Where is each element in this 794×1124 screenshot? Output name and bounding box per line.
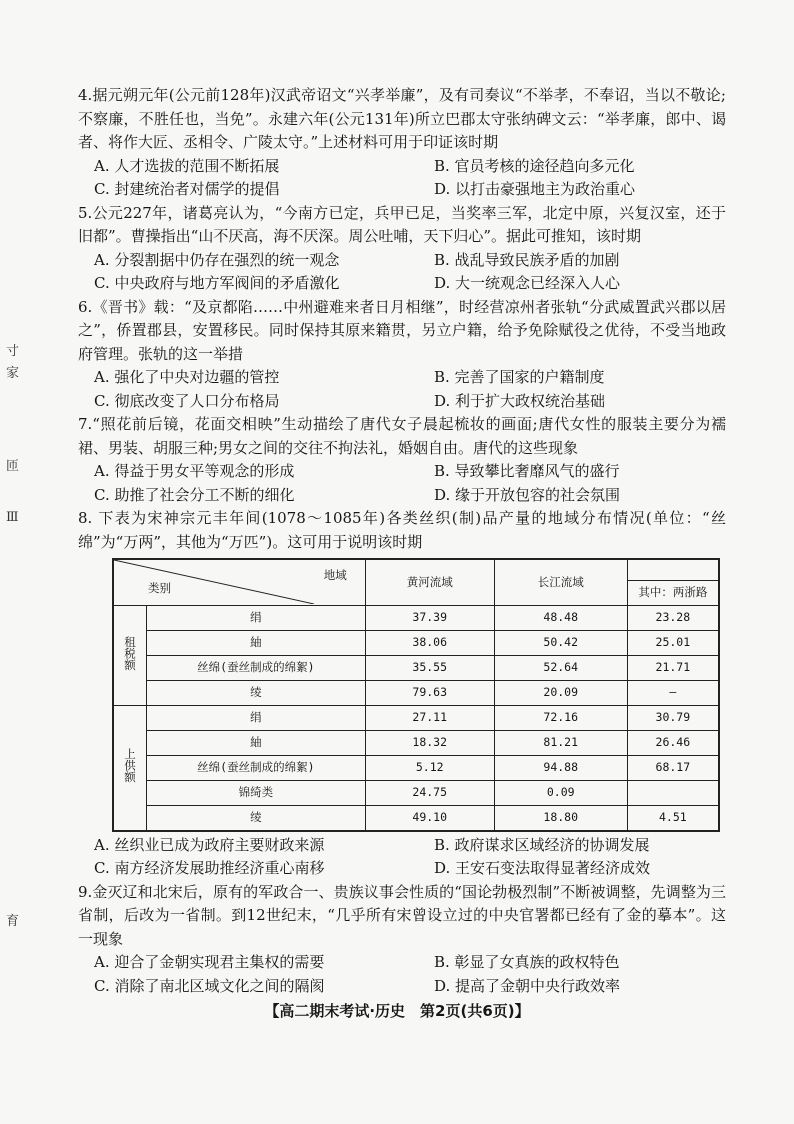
table-cell: [627, 780, 719, 805]
table-cell: 38.06: [365, 630, 494, 655]
option-b: B. 政府谋求区域经济的协调发展: [434, 835, 650, 854]
row-label: 绫: [147, 680, 366, 705]
page-footer: 【高二期末考试·历史 第2页(共6页)】: [264, 1002, 530, 1020]
table-row: [113, 805, 719, 831]
column-header-liangzhe: 其中：两浙路: [627, 581, 719, 606]
table-cell: 50.42: [494, 630, 627, 655]
question-stem: 4.据元朔元年(公元前128年)汉武帝诏文“兴孝举廉”，及有司奏议“不举孝，不奉诏，当以不敬论;不察廉，不胜任也，当免”。永建六年(公元131年)所立巴郡太守张纳碑文云：“举孝廉，郎中、谒者、将作大匠、丞相令、广陵太守。”上述材料可用于印证该时期: [78, 86, 726, 151]
option-a: A. 分裂割据中仍存在强烈的统一观念: [94, 250, 340, 269]
row-label: 锦绮类: [147, 780, 366, 805]
question-stem: 7.“照花前后镜，花面交相映”生动描绘了唐代女子晨起梳妆的画面;唐代女性的服装主要分为襦裙、男装、胡服三种;男女之间的交往不拘法礼，婚姻自由。唐代的这些现象: [78, 415, 726, 457]
table-cell: 23.28: [627, 605, 719, 630]
table-cell: 27.11: [365, 705, 494, 730]
header-area-label: 地域: [323, 568, 347, 582]
question-5: [78, 202, 726, 296]
option-c: C. 南方经济发展助推经济重心南移: [94, 859, 325, 877]
question-8: [78, 507, 726, 881]
option-b: B. 彰显了女真族的政权特色: [434, 953, 620, 971]
table-cell: 18.80: [494, 805, 627, 831]
margin-mark: 寸: [6, 344, 20, 359]
table-cell: 30.79: [627, 705, 719, 730]
option-d: D. 利于扩大政权统治基础: [434, 391, 606, 410]
table-row: [113, 630, 719, 655]
question-stem: 8. 下表为宋神宗元丰年间(1078～1085年)各类丝织(制)品产量的地域分布情况(单位：“丝绵”为“万两”，其他为“万匹”)。这可用于说明该时期: [78, 509, 726, 551]
row-label: 紬: [147, 730, 366, 755]
diagonal-line: [114, 560, 314, 604]
table-corner-header: [113, 559, 365, 605]
table-cell: 37.39: [365, 605, 494, 630]
option-d: D. 王安石变法取得显著经济成效: [434, 859, 651, 877]
table-cell: 20.09: [494, 680, 627, 705]
row-label: 绢: [147, 705, 366, 730]
question-stem: 6.《晋书》载：“及京都陷……中州避难来者日月相继”，时经营凉州者张轨“分武威置武兴郡以居之”，侨置郡县，安置移民。同时保持其原来籍贯，另立户籍，给予免除赋役之优待，不受当地政府管理。张轨的这一举措: [78, 297, 726, 363]
table-cell: 48.48: [494, 605, 627, 630]
table-row: [113, 705, 719, 730]
row-label: 丝绵(蚕丝制成的绵絮): [147, 655, 366, 680]
exam-page: [78, 84, 726, 998]
table-cell: 24.75: [365, 780, 494, 805]
question-7: [78, 413, 726, 507]
table-row: [113, 755, 719, 780]
option-a: A. 迎合了金朝实现君主集权的需要: [94, 953, 325, 971]
question-9: [78, 881, 726, 999]
option-c: C. 助推了社会分工不断的细化: [94, 485, 295, 504]
option-a: A. 强化了中央对边疆的管控: [94, 368, 280, 386]
table-cell: 4.51: [627, 805, 719, 831]
option-a: A. 人才选拔的范围不断拓展: [94, 156, 280, 175]
margin-mark: 匝: [6, 459, 20, 474]
option-a: A. 得益于男女平等观念的形成: [94, 462, 295, 480]
table-cell: 35.55: [365, 655, 494, 680]
row-label: 丝绵(蚕丝制成的绵絮): [147, 755, 366, 780]
table-cell: 68.17: [627, 755, 719, 780]
row-group-tribute: 上供额: [113, 705, 147, 831]
silk-production-table: [112, 558, 720, 832]
column-header-blank: [627, 559, 719, 581]
row-label: 绫: [147, 805, 366, 831]
option-b: B. 战乱导致民族矛盾的加剧: [434, 250, 620, 269]
row-label: 紬: [147, 630, 366, 655]
table-cell: 5.12: [365, 755, 494, 780]
margin-mark: Ⅲ: [6, 510, 19, 525]
table-cell: 0.09: [494, 780, 627, 805]
table-cell: 72.16: [494, 705, 627, 730]
option-c: C. 消除了南北区域文化之间的隔阂: [94, 976, 325, 995]
table-cell: 49.10: [365, 805, 494, 831]
option-c: C. 中央政府与地方军阀间的矛盾激化: [94, 274, 340, 292]
row-group-tax: 租税额: [113, 605, 147, 705]
option-d: D. 大一统观念已经深入人心: [434, 274, 621, 292]
option-c: C. 封建统治者对儒学的提倡: [94, 180, 280, 198]
table-cell: —: [627, 680, 719, 705]
table-cell: 52.64: [494, 655, 627, 680]
table-cell: 18.32: [365, 730, 494, 755]
table-cell: 21.71: [627, 655, 719, 680]
option-b: B. 完善了国家的户籍制度: [434, 368, 605, 386]
option-d: D. 以打击豪强地主为政治重心: [434, 180, 636, 198]
table-row: [113, 655, 719, 680]
table-row: [113, 680, 719, 705]
option-c: C. 彻底改变了人口分布格局: [94, 391, 280, 410]
question-stem: 5.公元227年，诸葛亮认为，“今南方已定，兵甲已足，当奖率三军，北定中原，兴复汉室，还于旧都”。曹操指出“山不厌高，海不厌深。周公吐哺，天下归心”。据此可推知，该时期: [78, 203, 726, 245]
option-d: D. 提高了金朝中央行政效率: [434, 976, 621, 995]
table-cell: 81.21: [494, 730, 627, 755]
table-row: [113, 730, 719, 755]
option-b: B. 导致攀比奢靡风气的盛行: [434, 462, 620, 480]
question-6: [78, 296, 726, 414]
question-stem: 9.金灭辽和北宋后，原有的军政合一、贵族议事会性质的“国论勃极烈制”不断被调整，先调整为三省制，后改为一省制。到12世纪末，“几乎所有宋曾设立过的中央官署都已经有了金的摹本”。这一现象: [78, 882, 726, 948]
table-cell: 79.63: [365, 680, 494, 705]
table-row: [113, 605, 719, 630]
question-4: [78, 84, 726, 202]
header-category-label: 类别: [148, 581, 171, 595]
margin-mark: 育: [6, 914, 20, 929]
table-row: [113, 780, 719, 805]
table-cell: 26.46: [627, 730, 719, 755]
column-header-yangtze: 长江流域: [494, 559, 627, 605]
table-cell: 94.88: [494, 755, 627, 780]
option-b: B. 官员考核的途径趋向多元化: [434, 156, 635, 175]
column-header-yellow-river: 黄河流域: [365, 559, 494, 605]
table-cell: 25.01: [627, 630, 719, 655]
option-a: A. 丝织业已成为政府主要财政来源: [94, 835, 325, 854]
option-d: D. 缘于开放包容的社会氛围: [434, 485, 621, 504]
margin-mark: 家: [6, 366, 20, 381]
row-label: 绢: [147, 605, 366, 630]
